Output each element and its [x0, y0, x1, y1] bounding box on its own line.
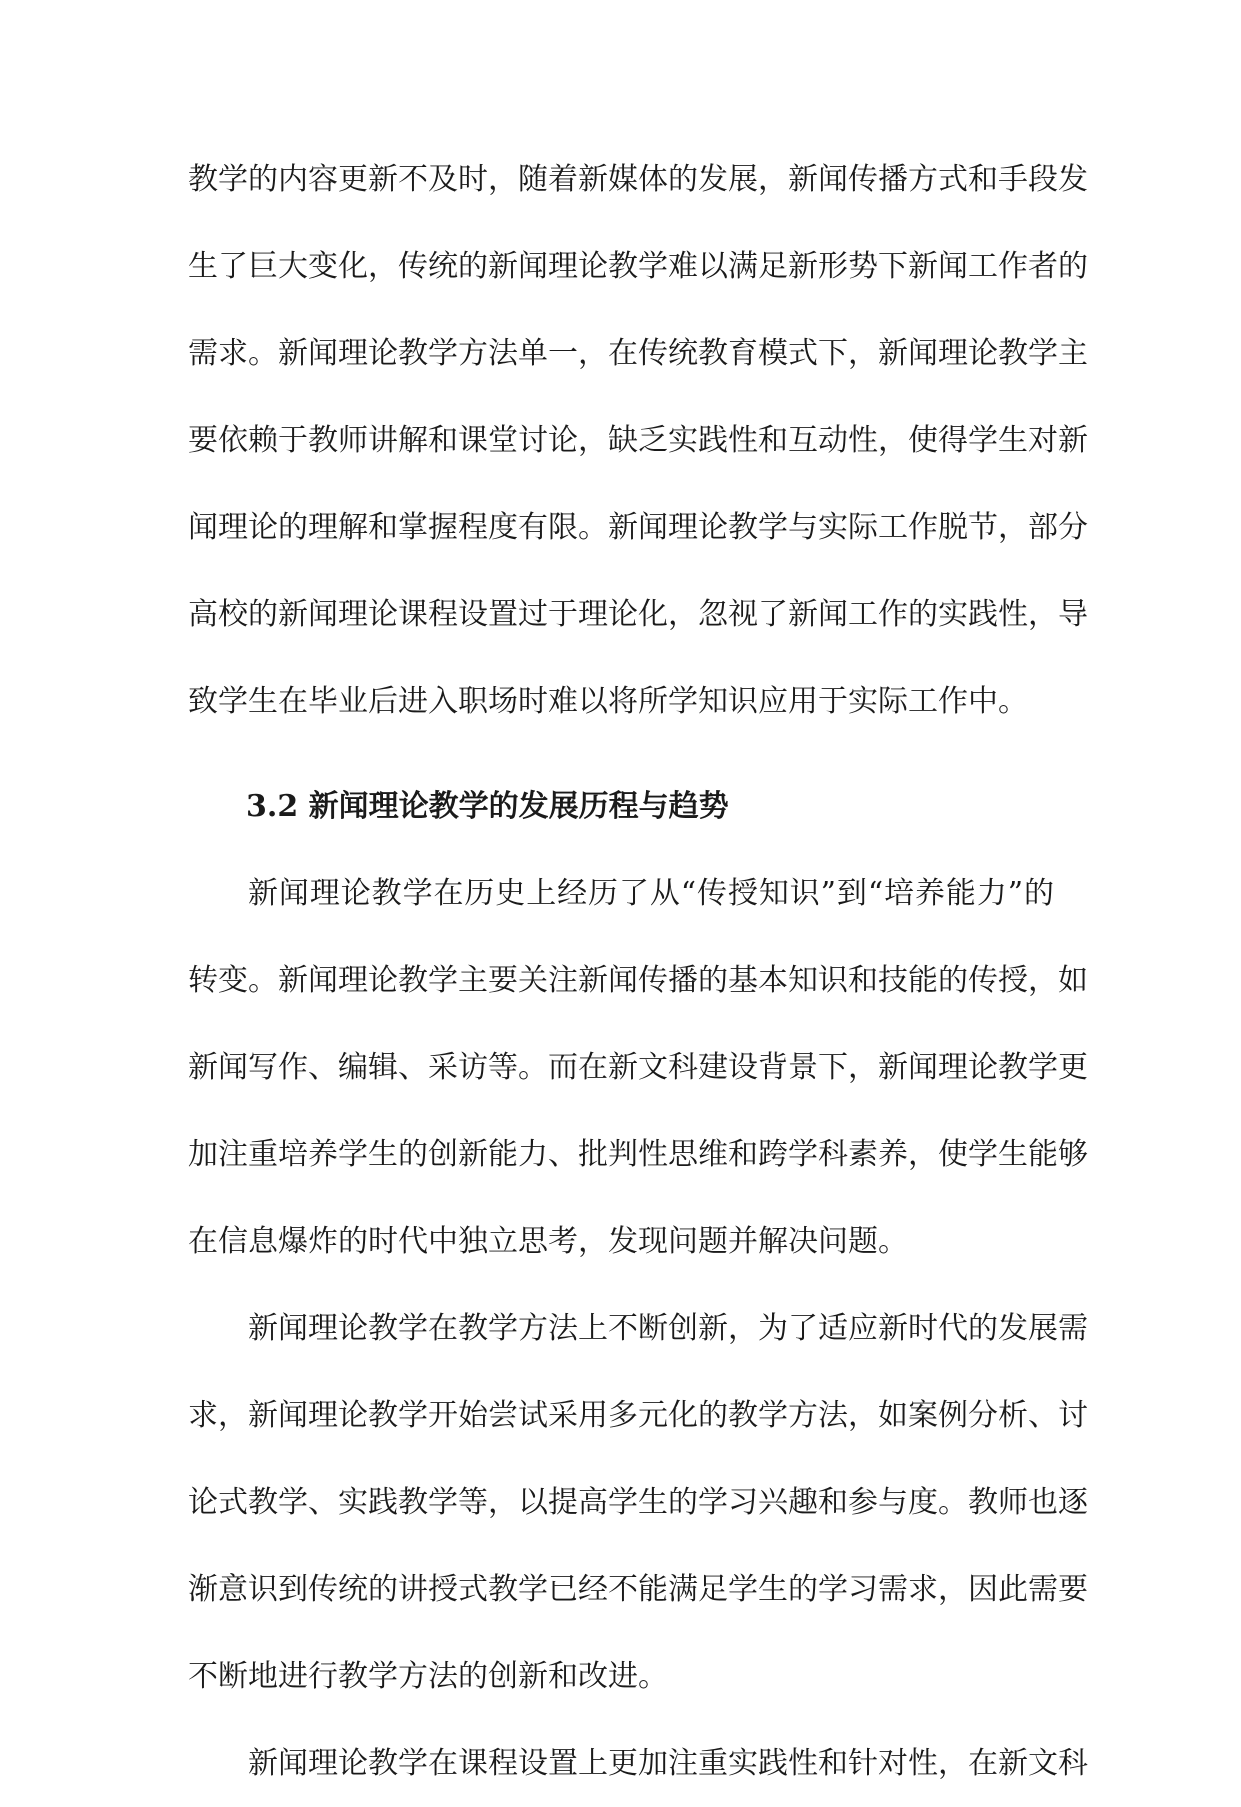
text-line: 新闻理论教学在教学方法上不断创新，为了适应新时代的发展需	[248, 1311, 1088, 1346]
text-line: 不断地进行教学方法的创新和改进。	[188, 1659, 668, 1694]
paragraph-1	[188, 136, 1088, 745]
text-line: 转变。新闻理论教学主要关注新闻传播的基本知识和技能的传授，如	[188, 963, 1088, 998]
text-line: 新闻写作、编辑、采访等。而在新文科建设背景下，新闻理论教学更	[188, 1050, 1088, 1085]
text-line: 论式教学、实践教学等，以提高学生的学习兴趣和参与度。教师也逐	[188, 1485, 1088, 1520]
text-line: 高校的新闻理论课程设置过于理论化，忽视了新闻工作的实践性，导	[188, 597, 1088, 632]
text-line: 渐意识到传统的讲授式教学已经不能满足学生的学习需求，因此需要	[188, 1572, 1088, 1607]
paragraph-3	[188, 1285, 1088, 1720]
text-line: 生了巨大变化，传统的新闻理论教学难以满足新形势下新闻工作者的	[188, 249, 1088, 284]
text-line: 新闻理论教学在历史上经历了从“传授知识”到“培养能力”的	[248, 876, 1054, 911]
text-line: 在信息爆炸的时代中独立思考，发现问题并解决问题。	[188, 1224, 908, 1259]
paragraph-2	[188, 850, 1088, 1285]
text-line: 加注重培养学生的创新能力、批判性思维和跨学科素养，使学生能够	[188, 1137, 1088, 1172]
text-line: 致学生在毕业后进入职场时难以将所学知识应用于实际工作中。	[188, 684, 1028, 719]
text-line: 求，新闻理论教学开始尝试采用多元化的教学方法，如案例分析、讨	[188, 1398, 1088, 1433]
text-line: 需求。新闻理论教学方法单一，在传统教育模式下，新闻理论教学主	[188, 336, 1088, 371]
paragraph-4	[188, 1720, 1088, 1807]
text-line: 要依赖于教师讲解和课堂讨论，缺乏实践性和互动性，使得学生对新	[188, 423, 1088, 458]
text-line: 闻理论的理解和掌握程度有限。新闻理论教学与实际工作脱节，部分	[188, 510, 1088, 545]
text-line: 新闻理论教学在课程设置上更加注重实践性和针对性，在新文科	[248, 1746, 1088, 1781]
document-page	[188, 136, 1088, 1807]
text-line: 教学的内容更新不及时，随着新媒体的发展，新闻传播方式和手段发	[188, 162, 1088, 197]
section-heading: 3.2 新闻理论教学的发展历程与趋势	[246, 789, 729, 824]
